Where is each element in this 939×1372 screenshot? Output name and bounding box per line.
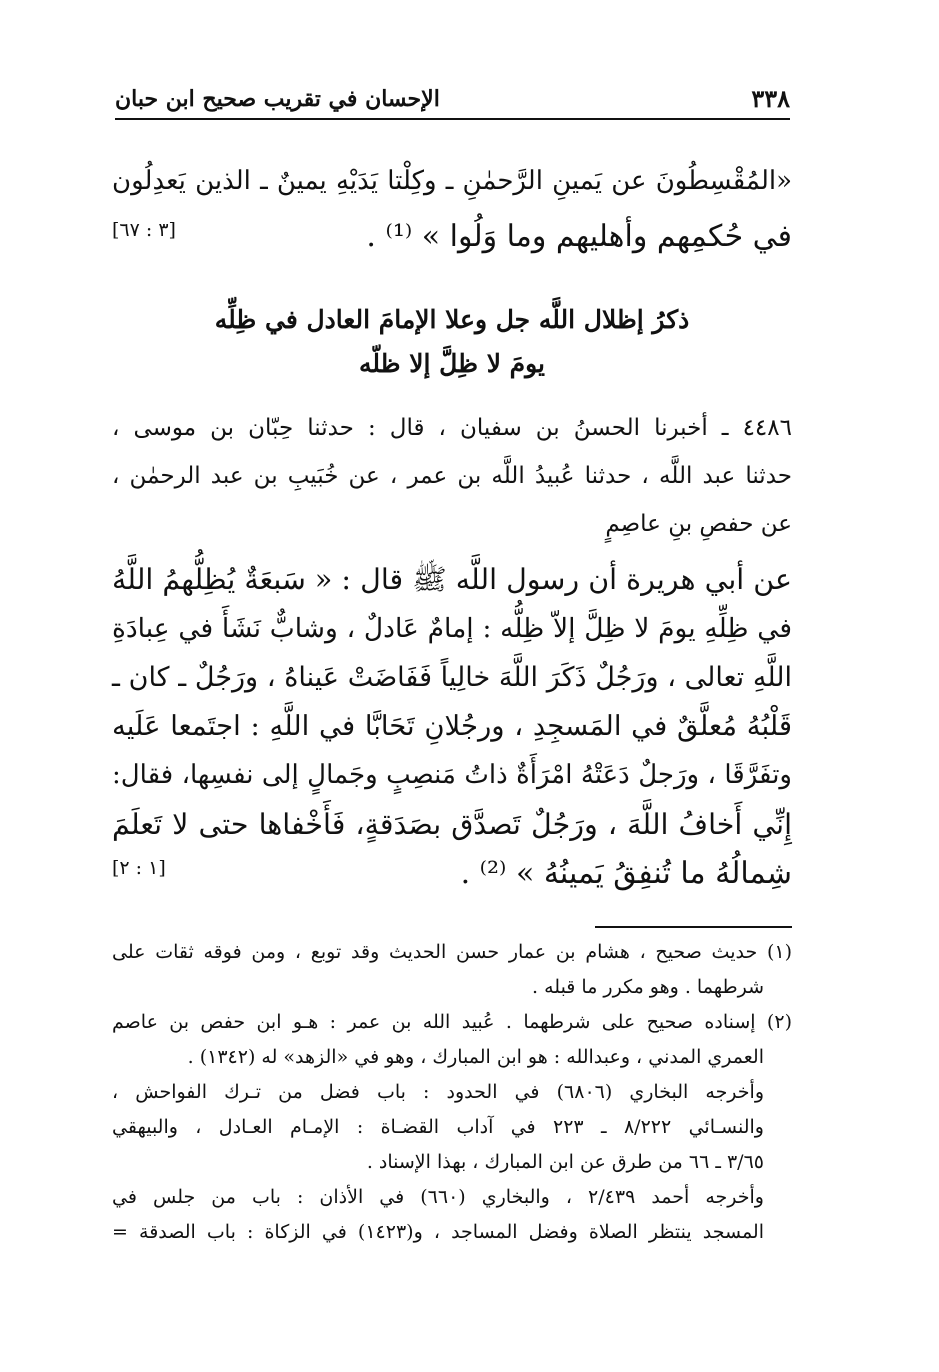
hadith-reference: [١ : ٢] [112,857,166,879]
footnote-line: والنسـائي ٨/٢٢٢ ـ ٢٢٣ في آداب القضـاة : الإمـام العـادل ، والبيهقي [112,1116,764,1138]
heading-line: ذكرُ إظلال اللَّه جل وعلا الإمامَ العادل في ظِلِّه [214,305,690,334]
header-rule [115,118,790,120]
matn-line: اللَّهِ تعالى ، ورَجُلٌ ذَكَرَ اللَّهَ خالِياً فَفَاضَتْ عَيناهُ ، ورَجُلٌ ـ كان ـ [112,662,792,693]
text-line: في حُكمِهم وأهليهم وما وَلُوا » ⁽¹⁾ . [366,219,792,254]
footnote-line: شرطهما . وهو مكرر ما قبله . [532,976,764,998]
matn-line: شِمالُهُ ما تُنفِقُ يَمينُهُ » ⁽²⁾ . [460,856,792,891]
footnote-separator [595,926,792,928]
footnote-line: العمري المدني ، وعبدالله : هو ابن المبارك ، وهو في «الزهد» له (١٣٤٢) . [187,1046,764,1068]
isnad-line: ٤٤٨٦ ـ أخبرنا الحسنُ بن سفيان ، قال : حدثنا حِبّان بن موسى ، [112,415,792,441]
heading-line: يومَ لا ظِلَّ إلا ظلّه [358,349,546,378]
text-line: «المُقْسِطُونَ عن يَمينِ الرَّحمٰنِ ـ وكِلْتا يَدَيْهِ يمينٌ ـ الذين يَعدِلُون [112,166,792,196]
matn-line: وتفَرَّقَا ، ورَجلٌ دَعَتْهُ امْرَأَةٌ ذاتُ مَنصِبٍ وجَمالٍ إلى نفسِها، فقال: [112,760,792,790]
page-header [115,80,790,120]
page-number: ٣٣٨ [751,84,790,113]
chapter-heading [112,298,792,386]
hadith-reference: [٣ : ٦٧] [112,219,176,241]
matn-line: في ظِلِّهِ يومَ لا ظِلَّ إلاّ ظِلُّه : إمامٌ عَادلٌ ، وشابٌّ نَشَأَ في عِبادَةِ [112,613,792,644]
running-title: الإحسان في تقريب صحيح ابن حبان [115,86,440,112]
footnotes [112,935,792,1250]
matn-line: عن أبي هريرة أن رسول اللَّه ﷺ قال : « سَبعَةٌ يُظِلُّهمُ اللَّهُ [112,563,792,596]
footnote-line: المسجد ينتظر الصلاة وفضل المساجد ، و(١٤٢٣) في الزكاة : باب الصدقة = [112,1221,764,1243]
footnote-line: ٣/٦٥ ـ ٦٦ من طرق عن ابن المبارك ، بهذا الإسناد . [366,1151,764,1173]
hadith-matn [112,555,792,898]
footnote-line: وأخرجه البخاري (٦٨٠٦) في الحدود : باب فضل من تـرك الفواحش ، [112,1081,764,1103]
isnad-line: عن حفصِ بنِ عاصِمٍ [605,511,792,537]
isnad-line: حدثنا عبد اللَّه ، حدثنا عُبيدُ اللَّه بن عمر ، عن خُبَيبِ بن عبد الرحمٰن ، [112,463,792,489]
footnote-line: (١) حديث صحيح ، هشام بن عمار حسن الحديث وقد توبع ، ومن فوقه ثقات على [112,941,792,963]
matn-line: قَلْبُهُ مُعلَّقٌ في المَسجِدِ ، ورجُلانِ تَحَابَّا في اللَّهِ : اجتَمعا عَلَيه [112,710,792,742]
hadith-isnad [112,404,792,548]
footnote-line: (٢) إسناده صحيح على شرطهما . عُبيد الله بن عمر : هـو ابن حفص بن عاصم [112,1011,792,1033]
footnote-line: وأخرجه أحمد ٢/٤٣٩ ، والبخاري (٦٦٠) في الأذان : باب من جلس في [112,1186,764,1208]
top-hadith-continuation [112,153,792,265]
matn-line: إِنِّي أَخافُ اللَّهَ ، ورَجُلٌ تَصدَّق بصَدَقةٍ، فَأَخْفاها حتى لا تَعلَمَ [112,808,792,841]
